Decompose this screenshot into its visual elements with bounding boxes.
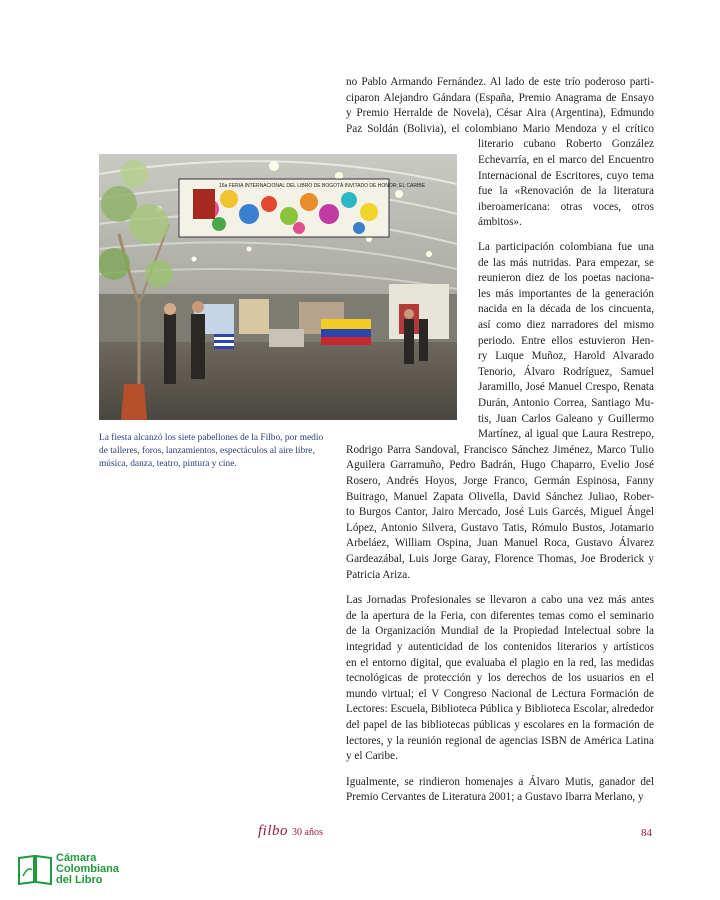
body-text-line: así como diez narradores del mismo xyxy=(478,319,654,331)
photo-caption: La fiesta alcanzó los siete pabellones de la Filbo, por medio de talleres, foros, lanzamientos, espectáculos al aire libre, música, danza, teatro, pintura y cine. xyxy=(99,433,324,469)
body-text-line: Arbeláez, William Ospina, Juan Manuel Roca, Gustavo Álvarez xyxy=(346,537,654,550)
body-text-line: de la Organización Mundial de la Propiedad Intelectual sobre la xyxy=(346,625,654,638)
body-text-line: literario cubano Roberto González xyxy=(478,138,654,151)
body-text-line: integridad y autenticidad de los contenidos literarios y artísticos xyxy=(346,641,654,653)
body-text-line: Patricia Ariza. xyxy=(346,568,410,581)
body-text-line: Durán, Antonio Correa, Santiago Mu- xyxy=(478,397,654,409)
body-text-line: del papel de las bibliotecas públicas y escolares en la formación de xyxy=(346,719,654,731)
body-text-line: de las más nutridas. Para empezar, se xyxy=(478,256,654,269)
body-text-line: mundo virtual; el V Congreso Nacional de Lectura Formación de xyxy=(346,687,654,700)
footer-filbo: filbo xyxy=(258,823,289,839)
body-text-line: ry Luque Muñoz, Harold Alvarado xyxy=(478,350,654,363)
logo-line2: Colombiana xyxy=(56,863,119,875)
body-text-line: de la apertura de la Feria, con diferentes temas como el seminario xyxy=(346,609,654,622)
body-text-line: y Premio Herralde de Novela), César Aira (Argentina), Edmundo xyxy=(346,107,654,120)
body-text-line: Aguilera Garramuño, Pedro Badrán, Hugo Chaparro, Evelio José xyxy=(346,459,654,472)
body-text-line: Echevarría, en el marco del Encuentro xyxy=(478,154,654,166)
body-text-line: Las Jornadas Profesionales se llevaron a cabo una vez más antes xyxy=(346,594,654,607)
body-text-line: Igualmente, se rindieron homenajes a Álvaro Mutis, ganador del xyxy=(346,775,654,788)
logo-line3: del Libro xyxy=(56,874,103,886)
body-text-line: en el entorno digital, que evaluaba el plagio en la red, las medidas xyxy=(346,656,654,669)
camara-colombiana-logo xyxy=(17,852,137,890)
body-text-line: no Pablo Armando Fernández. Al lado de este trío poderoso parti- xyxy=(346,76,654,88)
book-logo-icon xyxy=(17,852,53,886)
body-text-line: Jaramillo, José Manuel Crespo, Renata xyxy=(478,381,654,394)
body-text-line: Internacional de Escritores, cuyo tema xyxy=(478,169,654,182)
body-text-line: Paz Soldán (Bolivia), el colombiano Mario Mendoza y el crítico xyxy=(346,122,654,135)
body-text-line: Buitrago, Manuel Zapata Olivella, David Sánchez Juliao, Rober- xyxy=(346,490,654,503)
body-text-line: fue la «Renovación de la literatura xyxy=(478,185,654,198)
body-text-line: Martínez, al igual que Laura Restrepo, xyxy=(478,428,654,441)
footer-brand xyxy=(258,822,323,840)
body-text-line: La participación colombiana fue una xyxy=(478,241,654,253)
body-text-line: lectores, y la reunión regional de agencias ISBN de América Latina xyxy=(346,734,654,747)
body-text-line: Lectores: Escuela, Biblioteca Pública y Biblioteca Escolar, alrededor xyxy=(346,703,655,716)
body-text-line: les más importantes de la generación xyxy=(478,287,654,300)
body-text-line: tis, Juan Carlos Galeano y Guillermo xyxy=(478,412,654,425)
banner-text: 16a FERIA INTERNACIONAL DEL LIBRO DE BOGOTÁ INVITADO DE HONOR: EL CARIBE xyxy=(219,183,426,189)
body-text-line: Gardeazábal, Luis Jorge Garay, Florence Thomas, Joe Broderick y xyxy=(346,553,654,565)
page-number: 84 xyxy=(641,827,652,839)
body-text-line: tecnológicas de protección y los derechos de los usuarios en el xyxy=(346,672,654,685)
body-text-line: Tenorio, Álvaro Rodríguez, Samuel xyxy=(478,365,654,378)
body-text-line: iberoamericana: otras voces, otros xyxy=(478,200,654,213)
body-text-line: y el Caribe. xyxy=(346,750,398,763)
footer-years: 30 años xyxy=(292,827,323,838)
logo-line1: Cámara xyxy=(56,852,97,864)
body-text-line: Rosero, Andrés Hoyos, Jorge Franco, Germán Espinosa, Fanny xyxy=(346,475,654,487)
body-text-line: Premio Cervantes de Literatura 2001; a Gustavo Ibarra Merlano, y xyxy=(346,791,644,804)
body-text-line: Rodrigo Parra Sandoval, Francisco Sánchez Jiménez, Marco Tulio xyxy=(346,443,654,456)
body-text-line: nacida en la década de los cincuenta, xyxy=(478,303,654,316)
body-text-line: ámbitos». xyxy=(478,216,522,229)
body-text-line: to Burgos Cantor, Jairo Mercado, José Luis Garcés, Miguel Ángel xyxy=(346,506,654,519)
body-text-line: periodo. Entre ellos estuvieron Hen- xyxy=(478,334,654,347)
body-text-line: López, Antonio Silvera, Gustavo Tatis, Rómulo Bustos, Jotamario xyxy=(346,521,654,534)
body-text-line: ciparon Alejandro Gándara (España, Premio Anagrama de Ensayo xyxy=(346,91,654,104)
book-fair-photo xyxy=(99,154,457,420)
body-text-line: reunieron diez de los poetas naciona- xyxy=(478,272,654,285)
